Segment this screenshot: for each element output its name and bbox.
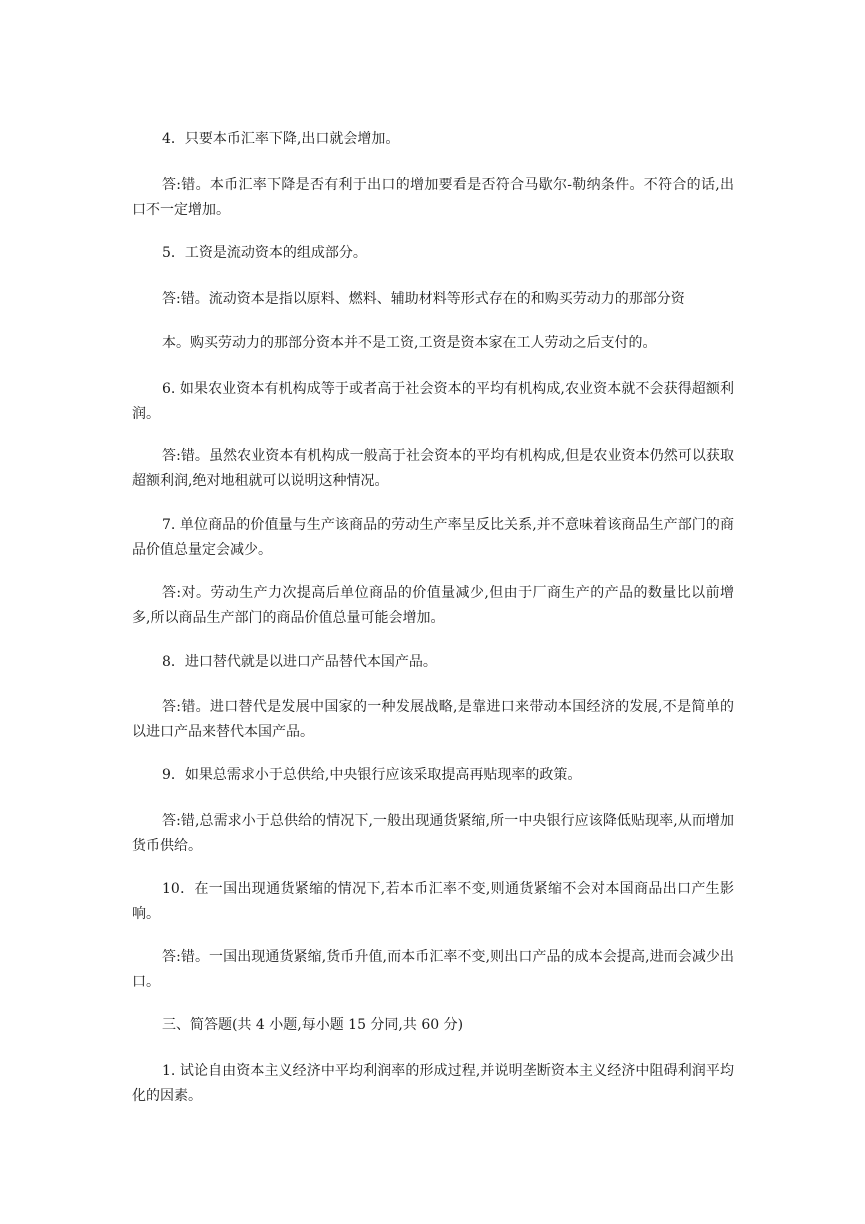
question-7: 7. 单位商品的价值量与生产该商品的劳动生产率呈反比关系,并不意味着该商品生产部门的商品价值总量定会减少。 <box>132 517 734 558</box>
answer-9: 答:错,总需求小于总供给的情况下,一般出现通货紧缩,所一中央银行应该降低贴现率,从而增加货币供给。 <box>132 813 734 854</box>
question-8: 8．进口替代就是以进口产品替代本国产品。 <box>162 654 437 670</box>
question-10: 10．在一国出现通货紧缩的情况下,若本币汇率不变,则通货紧缩不会对本国商品出口产生影响。 <box>132 881 734 922</box>
answer-7: 答:对。劳动生产力次提高后单位商品的价值量减少,但由于厂商生产的产品的数量比以前增多,所以商品生产部门的商品价值总量可能会增加。 <box>132 585 734 626</box>
answer-5-line-2: 本。购买劳动力的那部分资本并不是工资,工资是资本家在工人劳动之后支付的。 <box>162 335 657 351</box>
question-5: 5．工资是流动资本的组成部分。 <box>162 245 367 261</box>
answer-4: 答:错。本币汇率下降是否有利于出口的增加要看是否符合马歇尔-勒纳条件。不符合的话,出口不一定增加。 <box>132 177 734 218</box>
question-4: 4．只要本币汇率下降,出口就会增加。 <box>162 131 400 147</box>
answer-8: 答:错。进口替代是发展中国家的一种发展战略,是靠进口来带动本国经济的发展,不是简单的以进口产品来替代本国产品。 <box>132 699 734 740</box>
answer-5-line-1: 答:错。流动资本是指以原料、燃料、辅助材料等形式存在的和购买劳动力的那部分资 <box>162 291 685 307</box>
answer-10: 答:错。一国出现通货紧缩,货币升值,而本币汇率不变,则出口产品的成本会提高,进而会减少出口。 <box>132 949 734 990</box>
short-answer-question-1: 1. 试论自由资本主义经济中平均利润率的形成过程,并说明垄断资本主义经济中阻碍利润平均化的因素。 <box>132 1063 734 1104</box>
question-6: 6. 如果农业资本有机构成等于或者高于社会资本的平均有机构成,农业资本就不会获得超额利润。 <box>132 381 734 422</box>
section-heading-short-answer: 三、简答题(共 4 小题,每小题 15 分同,共 60 分) <box>162 1017 464 1033</box>
answer-6: 答:错。虽然农业资本有机构成一般高于社会资本的平均有机构成,但是农业资本仍然可以获取超额利润,绝对地租就可以说明这种情况。 <box>132 448 734 489</box>
question-9: 9．如果总需求小于总供给,中央银行应该采取提高再贴现率的政策。 <box>162 767 582 783</box>
